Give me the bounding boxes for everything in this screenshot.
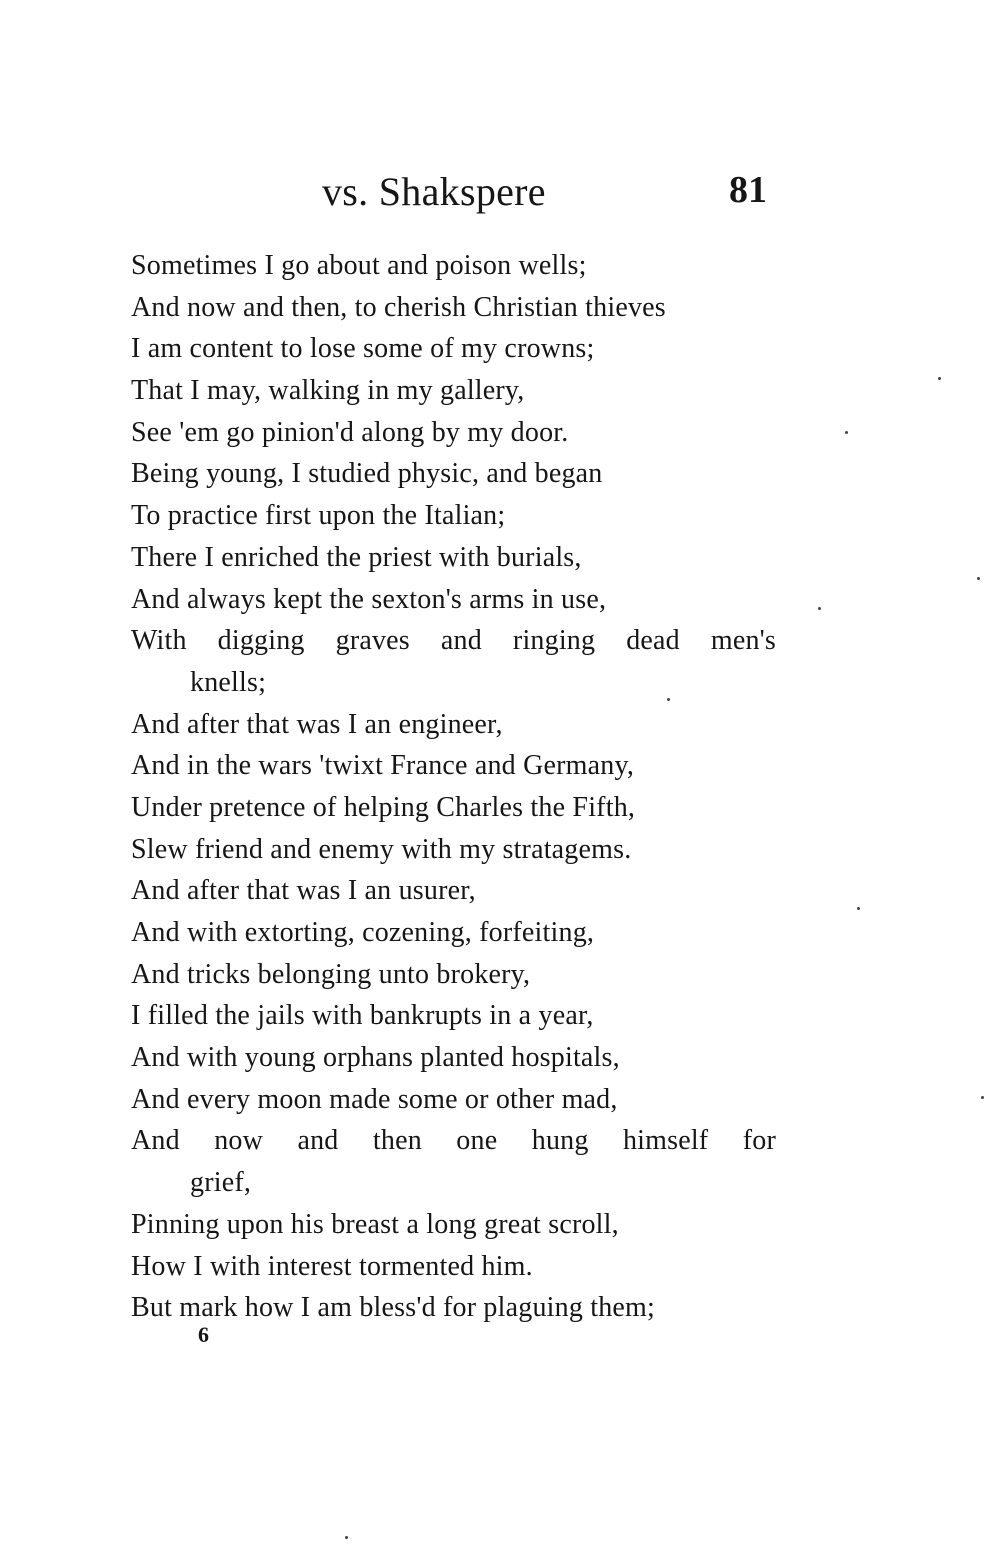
print-speck [857,907,860,910]
poem-line: And tricks belonging unto brokery, [131,958,531,990]
print-speck [345,1536,348,1539]
print-speck [818,607,821,610]
poem-line: There I enriched the priest with burials, [131,541,582,573]
poem-line: And with extorting, cozening, forfeiting, [131,917,595,948]
poem-line: And now and then, to cherish Christian thieves [131,291,666,323]
poem-line: And after that was I an usurer, [131,875,476,907]
poem-line-turnover: knells; [190,666,267,698]
poem-line-turnover: grief, [190,1167,252,1199]
poem-line: To practice first upon the Italian; [131,500,506,532]
print-speck [667,698,670,701]
poem-line: See 'em go pinion'd along by my door. [131,416,569,448]
poem-line: I filled the jails with bankrupts in a year, [131,1000,594,1032]
print-speck [981,1096,984,1099]
print-speck [977,577,980,580]
running-title: vs. Shakspere [322,169,546,214]
poem-line: Sometimes I go about and poison wells; [131,250,587,281]
page-number: 81 [729,169,767,211]
poem-line: And after that was I an engineer, [131,708,503,740]
poem-line: Pinning upon his breast a long great scroll, [131,1208,619,1240]
poem-line: But mark how I am bless'd for plaguing them; [131,1292,655,1324]
poem-line: Slew friend and enemy with my stratagems. [131,833,632,865]
poem-line: And now and then one hung himself for [131,1125,776,1157]
poem-line: I am content to lose some of my crowns; [131,333,595,365]
poem-text [131,245,776,1329]
signature-mark: 6 [198,1322,209,1347]
poem-line: How I with interest tormented him. [131,1250,533,1282]
print-speck [938,377,941,380]
poem-line: Being young, I studied physic, and began [131,458,603,490]
poem-line: And every moon made some or other mad, [131,1083,618,1115]
poem-line: And with young orphans planted hospitals, [131,1042,620,1074]
poem-line: Under pretence of helping Charles the Fifth, [131,791,636,823]
poem-line: And always kept the sexton's arms in use, [131,583,607,615]
print-speck [845,431,848,434]
poem-line: With digging graves and ringing dead men's [131,625,776,657]
poem-line: And in the wars 'twixt France and Germany, [131,750,635,782]
poem-line: That I may, walking in my gallery, [131,375,525,407]
